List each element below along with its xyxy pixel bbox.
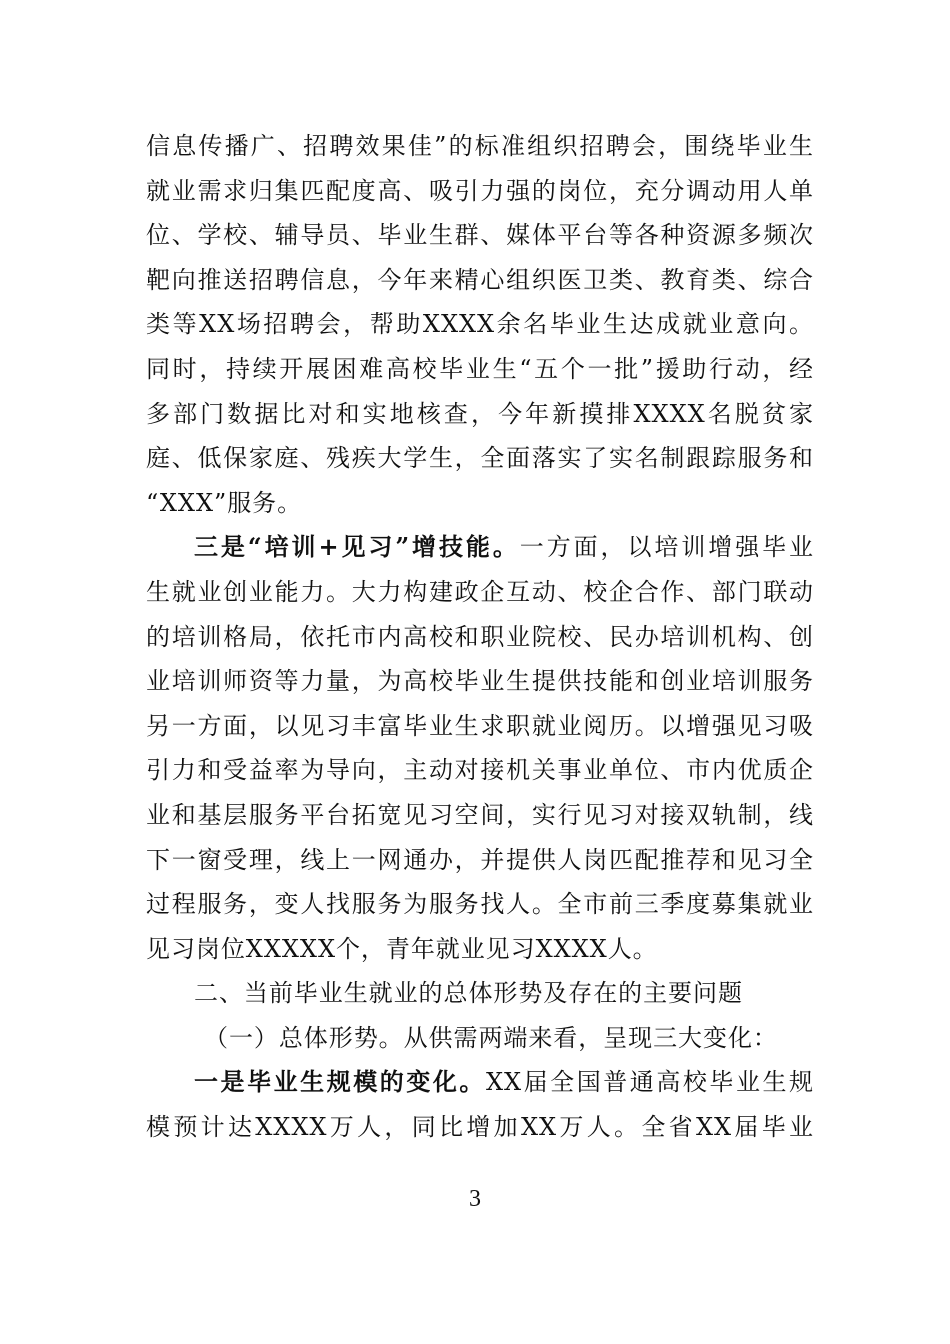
text-line: “XXX”服务。	[146, 488, 303, 517]
paragraph-training	[146, 525, 814, 971]
paragraph-recruitment	[146, 124, 814, 525]
text-line: 就业需求归集匹配度高、吸引力强的岗位，充分调动用人单	[146, 176, 814, 205]
text-segment: XX届全国普通高校毕业生规	[485, 1068, 814, 1097]
text-line: 靶向推送招聘信息，今年来精心组织医卫类、教育类、综合	[146, 265, 814, 294]
paragraph-lead-heading: 一是毕业生规模的变化。	[194, 1067, 486, 1097]
paragraph-graduate-scale	[146, 1060, 814, 1149]
text-line: 位、学校、辅导员、毕业生群、媒体平台等各种资源多频次	[146, 221, 814, 250]
paragraph-lead-heading: 三是“培训+见习”增技能。	[194, 532, 520, 562]
text-line: 引力和受益率为导向，主动对接机关事业单位、市内优质企	[146, 756, 814, 785]
text-line: 的培训格局，依托市内高校和职业院校、民办培训机构、创	[146, 622, 814, 651]
text-line: 模预计达XXXX万人，同比增加XX万人。全省XX届毕业	[146, 1113, 814, 1142]
text-line: 过程服务，变人找服务为服务找人。全市前三季度募集就业	[146, 890, 814, 919]
text-line: 类等XX场招聘会，帮助XXXX余名毕业生达成就业意向。	[146, 310, 814, 339]
text-line: 业和基层服务平台拓宽见习空间，实行见习对接双轨制，线	[146, 800, 814, 829]
section-heading: 二、当前毕业生就业的总体形势及存在的主要问题	[194, 979, 743, 1008]
text-line: 下一窗受理，线上一网通办，并提供人岗匹配推荐和见习全	[146, 845, 814, 874]
text-line: 同时，持续开展困难高校毕业生“五个一批”援助行动，经	[146, 354, 814, 383]
text-segment: 一方面，以培训增强毕业	[519, 533, 814, 562]
subsection-heading: （一）总体形势。从供需两端来看，呈现三大变化：	[204, 1023, 778, 1052]
text-line: 庭、低保家庭、残疾大学生，全面落实了实名制跟踪服务和	[146, 444, 814, 473]
text-line: 另一方面，以见习丰富毕业生求职就业阅历。以增强见习吸	[146, 711, 814, 740]
document-body	[146, 124, 814, 1150]
text-line: 见习岗位XXXXX个，青年就业见习XXXX人。	[146, 934, 658, 963]
text-line: 业培训师资等力量，为高校毕业生提供技能和创业培训服务	[146, 667, 814, 696]
text-line	[146, 1060, 814, 1105]
text-line: 生就业创业能力。大力构建政企互动、校企合作、部门联动	[146, 577, 814, 606]
text-line: 多部门数据比对和实地核查，今年新摸排XXXX名脱贫家	[146, 399, 814, 428]
text-line: 信息传播广、招聘效果佳”的标准组织招聘会，围绕毕业生	[146, 132, 814, 160]
text-line	[146, 525, 814, 570]
page-number: 3	[469, 1186, 481, 1212]
